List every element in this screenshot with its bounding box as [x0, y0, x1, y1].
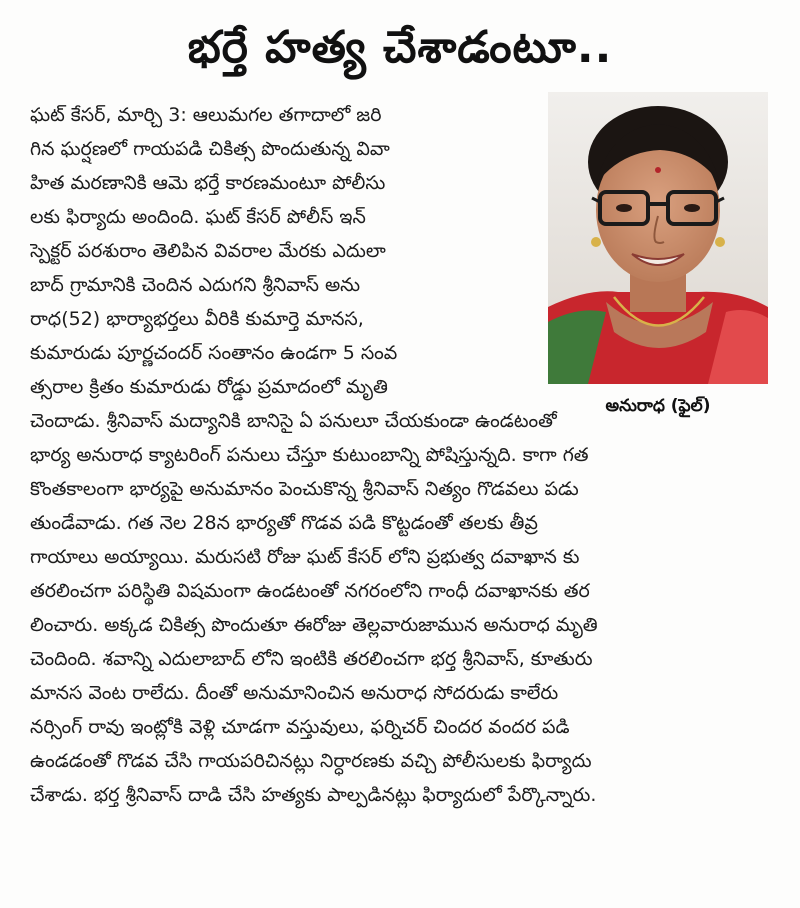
- article-text-line: స్పెక్టర్ పరశురాం తెలిపిన వివరాల మేరకు ఎదులా: [30, 240, 386, 262]
- article-text-line: చెందాడు. శ్రీనివాస్ మద్యానికి బానిసై ఏ పనులూ చేయకుండా ఉండటంతో: [30, 410, 557, 432]
- article-text-line: రాధ(52) భార్యాభర్తలు వీరికి కుమార్తె మానస,: [30, 308, 364, 330]
- article-text-line: త్సరాల క్రితం కుమారుడు రోడ్డు ప్రమాదంలో మృతి: [30, 376, 388, 398]
- article-text-line: తుండేవాడు. గత నెల 28న భార్యతో గొడవ పడి కొట్టడంతో తలకు తీవ్ర: [30, 512, 538, 534]
- headline: భర్తే హత్య చేశాడంటూ..: [187, 22, 613, 73]
- photo-caption: అనురాధ (ఫైల్): [605, 396, 711, 416]
- article-text-line: హిత మరణానికి ఆమె భర్తే కారణమంటూ పోలీసు: [30, 172, 386, 194]
- article-text-line: లకు ఫిర్యాదు అందింది. ఘట్ కేసర్ పోలీస్ ఇన్: [30, 206, 366, 228]
- article-text-line: బాద్ గ్రామానికి చెందిన ఎదుగని శ్రీనివాస్ అను: [30, 274, 361, 296]
- article-text-line: కొంతకాలంగా భార్యపై అనుమానం పెంచుకొన్న శ్రీనివాస్ నిత్యం గొడవలు పడు: [30, 478, 579, 500]
- woman-portrait-photo: [548, 92, 768, 384]
- article-text-line: గాయాలు అయ్యాయి. మరుసటి రోజు ఘట్ కేసర్ లోని ప్రభుత్వ దవాఖాన కు: [30, 546, 580, 568]
- article-text-line: భార్య అనురాధ క్యాటరింగ్ పనులు చేస్తూ కుటుంబాన్ని పోషిస్తున్నది. కాగా గత: [30, 444, 589, 466]
- article-text-line: ఘట్ కేసర్, మార్చి 3: ఆలుమగల తగాదాలో జరి: [30, 104, 382, 126]
- article-text-line: చెందింది. శవాన్ని ఎదులాబాద్ లోని ఇంటికి తరలించగా భర్త శ్రీనివాస్, కూతురు: [30, 648, 593, 670]
- article-text-line: ఉండడంతో గొడవ చేసి గాయపరిచినట్లు నిర్ధారణకు వచ్చి పోలీసులకు ఫిర్యాదు: [30, 750, 592, 772]
- article-text-line: తరలించగా పరిస్థితి విషమంగా ఉండటంతో నగరంలోని గాంధీ దవాఖానకు తర: [30, 580, 590, 602]
- article-text-line: నర్సింగ్ రావు ఇంట్లోకి వెళ్లి చూడగా వస్తువులు, ఫర్నిచర్ చిందర వందర పడి: [30, 716, 570, 738]
- article-text-line: చేశాడు. భర్త శ్రీనివాస్ దాడి చేసి హత్యకు పాల్పడినట్లు ఫిర్యాదులో పేర్కొన్నారు.: [30, 784, 597, 806]
- article-text-line: కుమారుడు పూర్ణచందర్ సంతానం ఉండగా 5 సంవ: [30, 342, 398, 364]
- article-text-line: గిన ఘర్షణలో గాయపడి చికిత్స పొందుతున్న వివా: [30, 138, 390, 160]
- article-text-line: మానస వెంట రాలేదు. దీంతో అనుమానించిన అనురాధ సోదరుడు కాలేరు: [30, 682, 559, 704]
- article-text-line: లించారు. అక్కడ చికిత్స పొందుతూ ఈరోజు తెల్లవారుజామున అనురాధ మృతి: [30, 614, 598, 636]
